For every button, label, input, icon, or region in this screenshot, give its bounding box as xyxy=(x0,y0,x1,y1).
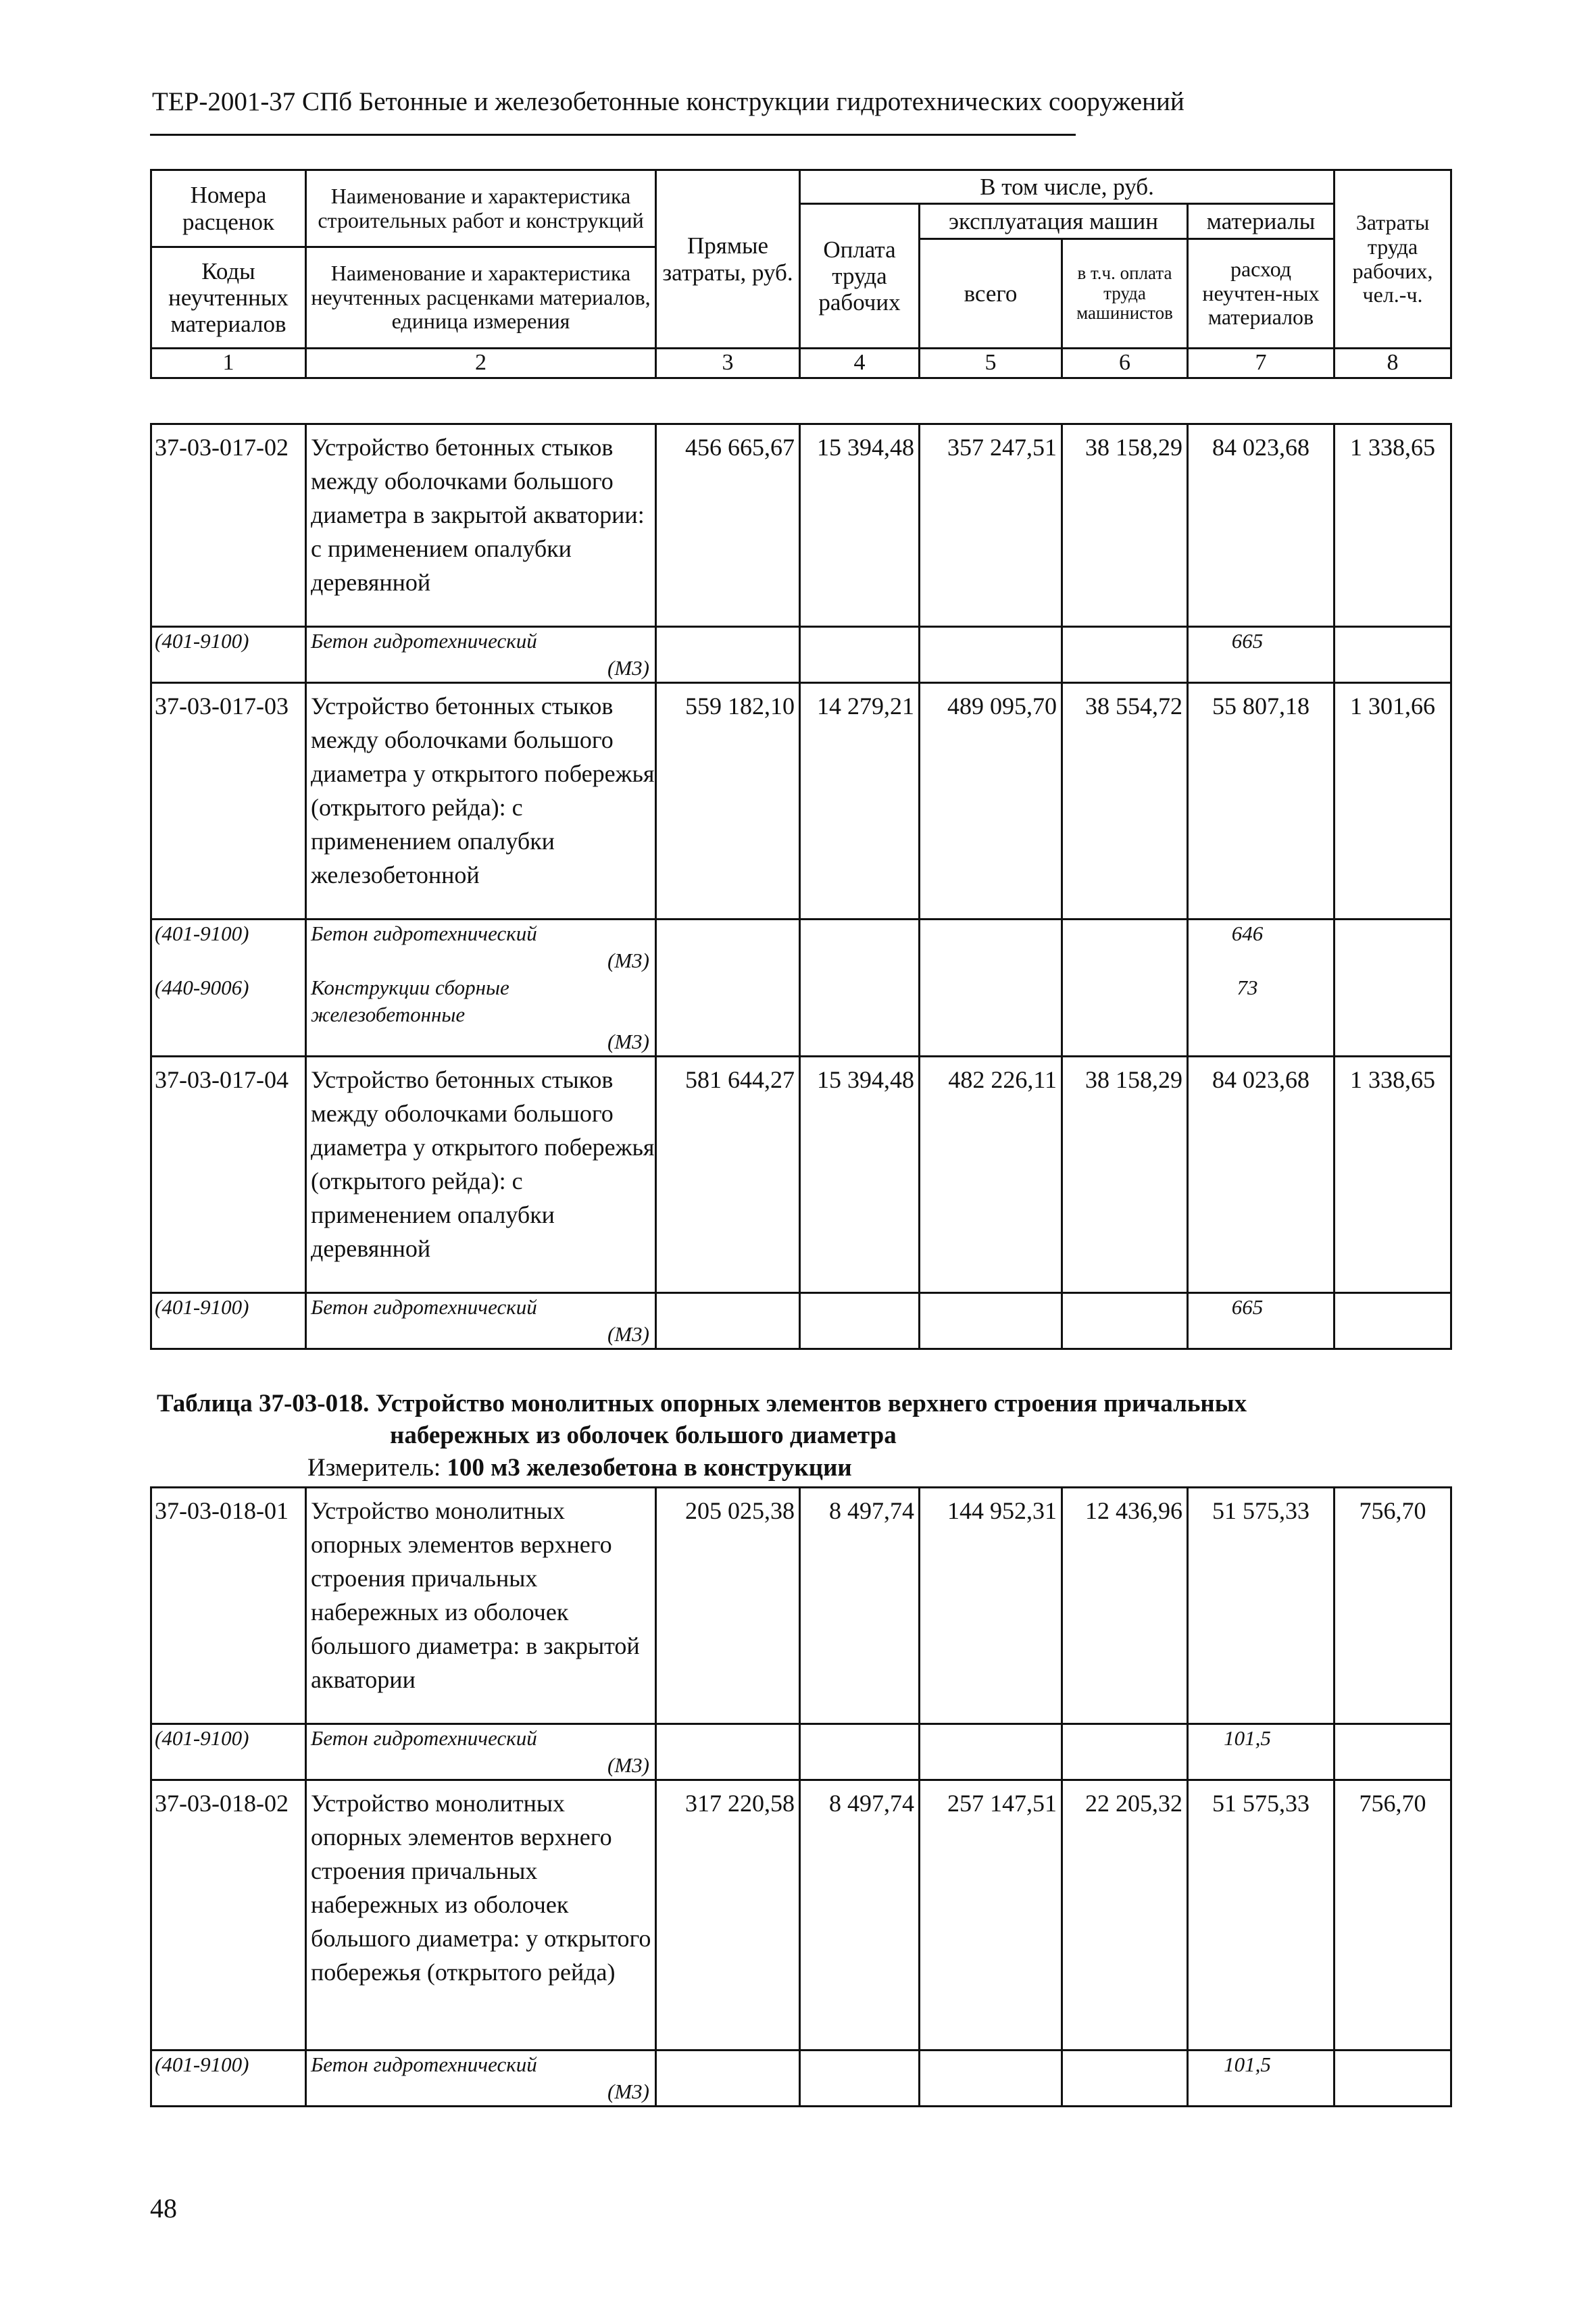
header-number: 7 xyxy=(1188,349,1335,378)
column-header-table xyxy=(150,169,1452,379)
header-rule xyxy=(150,134,1076,136)
labor-hours: 756,70 xyxy=(1335,1488,1451,1724)
material-unit: (М3) xyxy=(607,949,649,972)
material-unit: (М3) xyxy=(607,1753,649,1777)
empty-cell xyxy=(1335,1724,1451,1780)
rate-code: 37-03-017-02 xyxy=(151,424,306,627)
table-018 xyxy=(150,1486,1452,2107)
empty-cell xyxy=(920,2051,1062,2107)
table-row xyxy=(151,424,1451,627)
labor-cost: 8 497,74 xyxy=(800,1488,920,1724)
empty-cell xyxy=(1062,1293,1188,1349)
empty-cell xyxy=(656,2051,800,2107)
empty-cell xyxy=(800,920,920,975)
work-name: Устройство монолитных опорных элементов верхнего строения причальных набережных из оболочек большого диаметра: у открытого побережья (открытого рейда) xyxy=(306,1780,656,2051)
work-name: Устройство бетонных стыков между оболочками большого диаметра у открытого побережья (открытого рейда): с применением опалубки деревянной xyxy=(306,1057,656,1293)
material-qty: 665 xyxy=(1188,1293,1335,1349)
empty-cell xyxy=(920,627,1062,683)
materials-cost: 84 023,68 xyxy=(1188,1057,1335,1293)
table-row xyxy=(151,1780,1451,2051)
material-code: (401-9100) xyxy=(151,1293,306,1349)
material-name: Бетон гидротехнический xyxy=(311,629,537,653)
table-018-title-cont: набережных из оболочек большого диаметра xyxy=(390,1422,897,1449)
empty-cell xyxy=(1062,974,1188,1057)
material-name-cell xyxy=(306,974,656,1057)
material-name: Бетон гидротехнический xyxy=(311,1726,537,1750)
empty-cell xyxy=(800,974,920,1057)
labor-cost: 15 394,48 xyxy=(800,424,920,627)
header-materials: материалы xyxy=(1188,204,1335,239)
empty-cell xyxy=(656,627,800,683)
labor-cost: 8 497,74 xyxy=(800,1780,920,2051)
direct-cost: 559 182,10 xyxy=(656,683,800,920)
direct-cost: 581 644,27 xyxy=(656,1057,800,1293)
table-row xyxy=(151,1057,1451,1293)
empty-cell xyxy=(656,920,800,975)
labor-hours: 1 338,65 xyxy=(1335,1057,1451,1293)
material-unit: (М3) xyxy=(607,1322,649,1346)
material-name-cell xyxy=(306,920,656,975)
empty-cell xyxy=(920,1724,1062,1780)
empty-cell xyxy=(920,920,1062,975)
direct-cost: 205 025,38 xyxy=(656,1488,800,1724)
header-col3: Прямые затраты, руб. xyxy=(656,170,800,349)
machines-cost: 489 095,70 xyxy=(920,683,1062,920)
material-name: Бетон гидротехнический xyxy=(311,2053,537,2076)
empty-cell xyxy=(656,974,800,1057)
operators-cost: 38 554,72 xyxy=(1062,683,1188,920)
empty-cell xyxy=(800,1724,920,1780)
material-name-cell xyxy=(306,2051,656,2107)
table-row xyxy=(151,1488,1451,1724)
materials-cost: 84 023,68 xyxy=(1188,424,1335,627)
empty-cell xyxy=(1335,920,1451,975)
material-qty: 665 xyxy=(1188,627,1335,683)
labor-hours: 1 338,65 xyxy=(1335,424,1451,627)
work-name: Устройство бетонных стыков между оболочками большого диаметра в закрытой акватории: с применением опалубки деревянной xyxy=(306,424,656,627)
machines-cost: 482 226,11 xyxy=(920,1057,1062,1293)
material-unit: (М3) xyxy=(607,2080,649,2103)
material-code: (401-9100) xyxy=(151,2051,306,2107)
header-col8: Затраты труда рабочих, чел.-ч. xyxy=(1335,170,1451,349)
table-row xyxy=(151,683,1451,920)
empty-cell xyxy=(1062,1724,1188,1780)
header-col7: расход неучтен-ных материалов xyxy=(1188,239,1335,349)
material-row xyxy=(151,920,1451,975)
empty-cell xyxy=(800,627,920,683)
operators-cost: 38 158,29 xyxy=(1062,424,1188,627)
rate-code: 37-03-017-03 xyxy=(151,683,306,920)
material-row xyxy=(151,627,1451,683)
operators-cost: 38 158,29 xyxy=(1062,1057,1188,1293)
empty-cell xyxy=(1062,2051,1188,2107)
material-name-cell xyxy=(306,1724,656,1780)
rate-code: 37-03-018-02 xyxy=(151,1780,306,2051)
labor-hours: 1 301,66 xyxy=(1335,683,1451,920)
empty-cell xyxy=(1335,1293,1451,1349)
material-row xyxy=(151,1293,1451,1349)
material-code: (401-9100) xyxy=(151,1724,306,1780)
materials-cost: 51 575,33 xyxy=(1188,1780,1335,2051)
labor-cost: 15 394,48 xyxy=(800,1057,920,1293)
material-name: Конструкции сборные железобетонные xyxy=(311,976,509,1026)
material-code: (440-9006) xyxy=(151,974,306,1057)
header-col4: Оплата труда рабочих xyxy=(800,204,920,349)
header-col1-bottom: Коды неучтенных материалов xyxy=(151,247,306,349)
labor-cost: 14 279,21 xyxy=(800,683,920,920)
running-head: ТЕР-2001-37 СПб Бетонные и железобетонные конструкции гидротехнических сооружений xyxy=(152,87,1184,116)
empty-cell xyxy=(1335,627,1451,683)
header-group: В том числе, руб. xyxy=(800,170,1335,204)
material-code: (401-9100) xyxy=(151,920,306,975)
material-name-cell xyxy=(306,1293,656,1349)
header-number: 5 xyxy=(920,349,1062,378)
material-code: (401-9100) xyxy=(151,627,306,683)
labor-hours: 756,70 xyxy=(1335,1780,1451,2051)
empty-cell xyxy=(800,1293,920,1349)
empty-cell xyxy=(1062,627,1188,683)
machines-cost: 257 147,51 xyxy=(920,1780,1062,2051)
table-017 xyxy=(150,423,1452,1350)
material-qty: 101,5 xyxy=(1188,2051,1335,2107)
page-number: 48 xyxy=(150,2193,177,2223)
measurer xyxy=(307,1453,852,1484)
empty-cell xyxy=(1335,2051,1451,2107)
header-number: 6 xyxy=(1062,349,1188,378)
empty-cell xyxy=(920,1293,1062,1349)
header-number: 3 xyxy=(656,349,800,378)
measurer-value: 100 м3 железобетона в конструкции xyxy=(447,1454,852,1482)
empty-cell xyxy=(920,974,1062,1057)
header-machines: эксплуатация машин xyxy=(920,204,1188,239)
material-name-cell xyxy=(306,627,656,683)
empty-cell xyxy=(656,1293,800,1349)
material-name: Бетон гидротехнический xyxy=(311,1295,537,1319)
material-row xyxy=(151,1724,1451,1780)
machines-cost: 144 952,31 xyxy=(920,1488,1062,1724)
operators-cost: 22 205,32 xyxy=(1062,1780,1188,2051)
header-number: 2 xyxy=(306,349,656,378)
material-name: Бетон гидротехнический xyxy=(311,922,537,945)
material-unit: (М3) xyxy=(607,1030,649,1053)
header-number: 8 xyxy=(1335,349,1451,378)
header-col6: в т.ч. оплата труда машинистов xyxy=(1062,239,1188,349)
measurer-label: Измеритель: xyxy=(307,1454,441,1482)
material-qty: 73 xyxy=(1188,974,1335,1057)
material-qty: 646 xyxy=(1188,920,1335,975)
materials-cost: 51 575,33 xyxy=(1188,1488,1335,1724)
rate-code: 37-03-017-04 xyxy=(151,1057,306,1293)
header-col2-top: Наименование и характеристика строительных работ и конструкций xyxy=(306,170,656,247)
material-unit: (М3) xyxy=(607,656,649,680)
header-col5: всего xyxy=(920,239,1062,349)
material-qty: 101,5 xyxy=(1188,1724,1335,1780)
empty-cell xyxy=(1335,974,1451,1057)
header-col2-bottom: Наименование и характеристика неучтенных расценками материалов, единица измерения xyxy=(306,247,656,349)
header-col1-top: Номера расценок xyxy=(151,170,306,247)
machines-cost: 357 247,51 xyxy=(920,424,1062,627)
empty-cell xyxy=(656,1724,800,1780)
materials-cost: 55 807,18 xyxy=(1188,683,1335,920)
material-row xyxy=(151,974,1451,1057)
table-018-title: Таблица 37-03-018. Устройство монолитных опорных элементов верхнего строения причальных xyxy=(157,1390,1247,1417)
operators-cost: 12 436,96 xyxy=(1062,1488,1188,1724)
header-number: 4 xyxy=(800,349,920,378)
empty-cell xyxy=(800,2051,920,2107)
empty-cell xyxy=(1062,920,1188,975)
work-name: Устройство монолитных опорных элементов верхнего строения причальных набережных из оболочек большого диаметра: в закрытой акватории xyxy=(306,1488,656,1724)
material-row xyxy=(151,2051,1451,2107)
direct-cost: 317 220,58 xyxy=(656,1780,800,2051)
direct-cost: 456 665,67 xyxy=(656,424,800,627)
work-name: Устройство бетонных стыков между оболочками большого диаметра у открытого побережья (открытого рейда): с применением опалубки железобетонной xyxy=(306,683,656,920)
header-number: 1 xyxy=(151,349,306,378)
rate-code: 37-03-018-01 xyxy=(151,1488,306,1724)
